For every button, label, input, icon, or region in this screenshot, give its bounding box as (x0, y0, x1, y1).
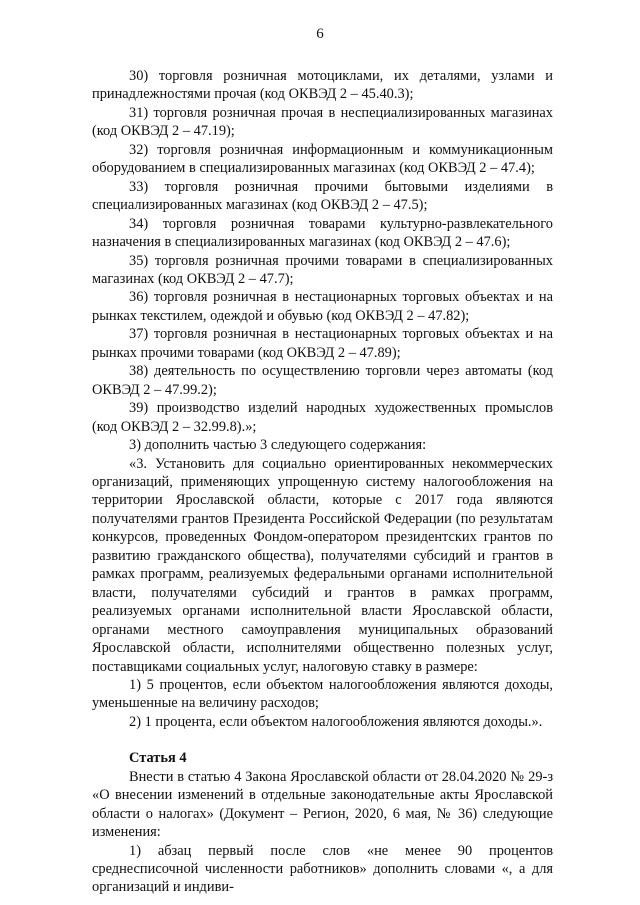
article-4-item-1: 1) абзац первый после слов «не менее 90 процентов среднесписочной численности работников» дополнить словами «, а для организаций и индиви- (92, 842, 553, 896)
list-item-37: 37) торговля розничная в нестационарных торговых объектах и на рынках прочими товарами (код ОКВЭД 2 – 47.89); (92, 326, 553, 361)
section-spacer (92, 731, 553, 749)
list-item-36: 36) торговля розничная в нестационарных торговых объектах и на рынках текстилем, одеждой и обувью (код ОКВЭД 2 – 47.82); (92, 289, 553, 324)
list-item-35: 35) торговля розничная прочими товарами в специализированных магазинах (код ОКВЭД 2 – 47.7); (92, 252, 553, 287)
article-4-intro: Внести в статью 4 Закона Ярославской области от 28.04.2020 № 29-з «О внесении изменений в отдельные законодательные акты Ярославской области о налогах» (Документ – Регион, 2020, 6 мая, № 36) следующие изменения: (92, 768, 553, 841)
article-heading: Статья 4 (129, 750, 187, 767)
list-item-34: 34) торговля розничная товарами культурно-развлекательного назначения в специализированных магазинах (код ОКВЭД 2 – 47.6); (92, 215, 553, 251)
list-item-31: 31) торговля розничная прочая в неспециализированных магазинах (код ОКВЭД 2 – 47.19); (92, 104, 553, 140)
page-number: 6 (316, 26, 324, 42)
part-3-text: «3. Установить для социально ориентированных некоммерческих организаций, применяющих упрощенную систему налогообложения на территории Ярославской области, которые с 2017 года являются получателями грантов Президента Российской Федерации (по результатам конкурсов, проведенных Фондом-оператором президентских грантов по развитию гражданского общества), получателями субсидий и грантов в рамках программ, реализуемых федеральными органами исполнительной власти, получателями субсидий и грантов в рамках программ, реализуемых органами исполнительной власти Ярославской области, органами местного самоуправления муниципальных образований Ярославской области, исполнителями общественно полезных услуг, поставщиками социальных услуг, налоговую ставку в размере: (92, 455, 553, 675)
document-body (92, 67, 553, 897)
rate-item-2: 2) 1 процента, если объектом налогообложения являются доходы.». (129, 713, 543, 730)
rate-item-1: 1) 5 процентов, если объектом налогообложения являются доходы, уменьшенные на величину расходов; (92, 676, 553, 712)
amendment-item-3: 3) дополнить частью 3 следующего содержания: (129, 437, 427, 454)
list-item-39: 39) производство изделий народных художественных промыслов (код ОКВЭД 2 – 32.99.8).»; (92, 400, 553, 435)
list-item-38: 38) деятельность по осуществлению торговли через автоматы (код ОКВЭД 2 – 47.99.2); (92, 363, 553, 398)
list-item-33: 33) торговля розничная прочими бытовыми изделиями в специализированных магазинах (код ОКВЭД 2 – 47.5); (92, 178, 553, 214)
list-item-32: 32) торговля розничная информационным и коммуникационным оборудованием в специализированных магазинах (код ОКВЭД 2 – 47.4); (92, 141, 553, 177)
list-item-30: 30) торговля розничная мотоциклами, их деталями, узлами и принадлежностями прочая (код ОКВЭД 2 – 45.40.3); (92, 68, 553, 103)
